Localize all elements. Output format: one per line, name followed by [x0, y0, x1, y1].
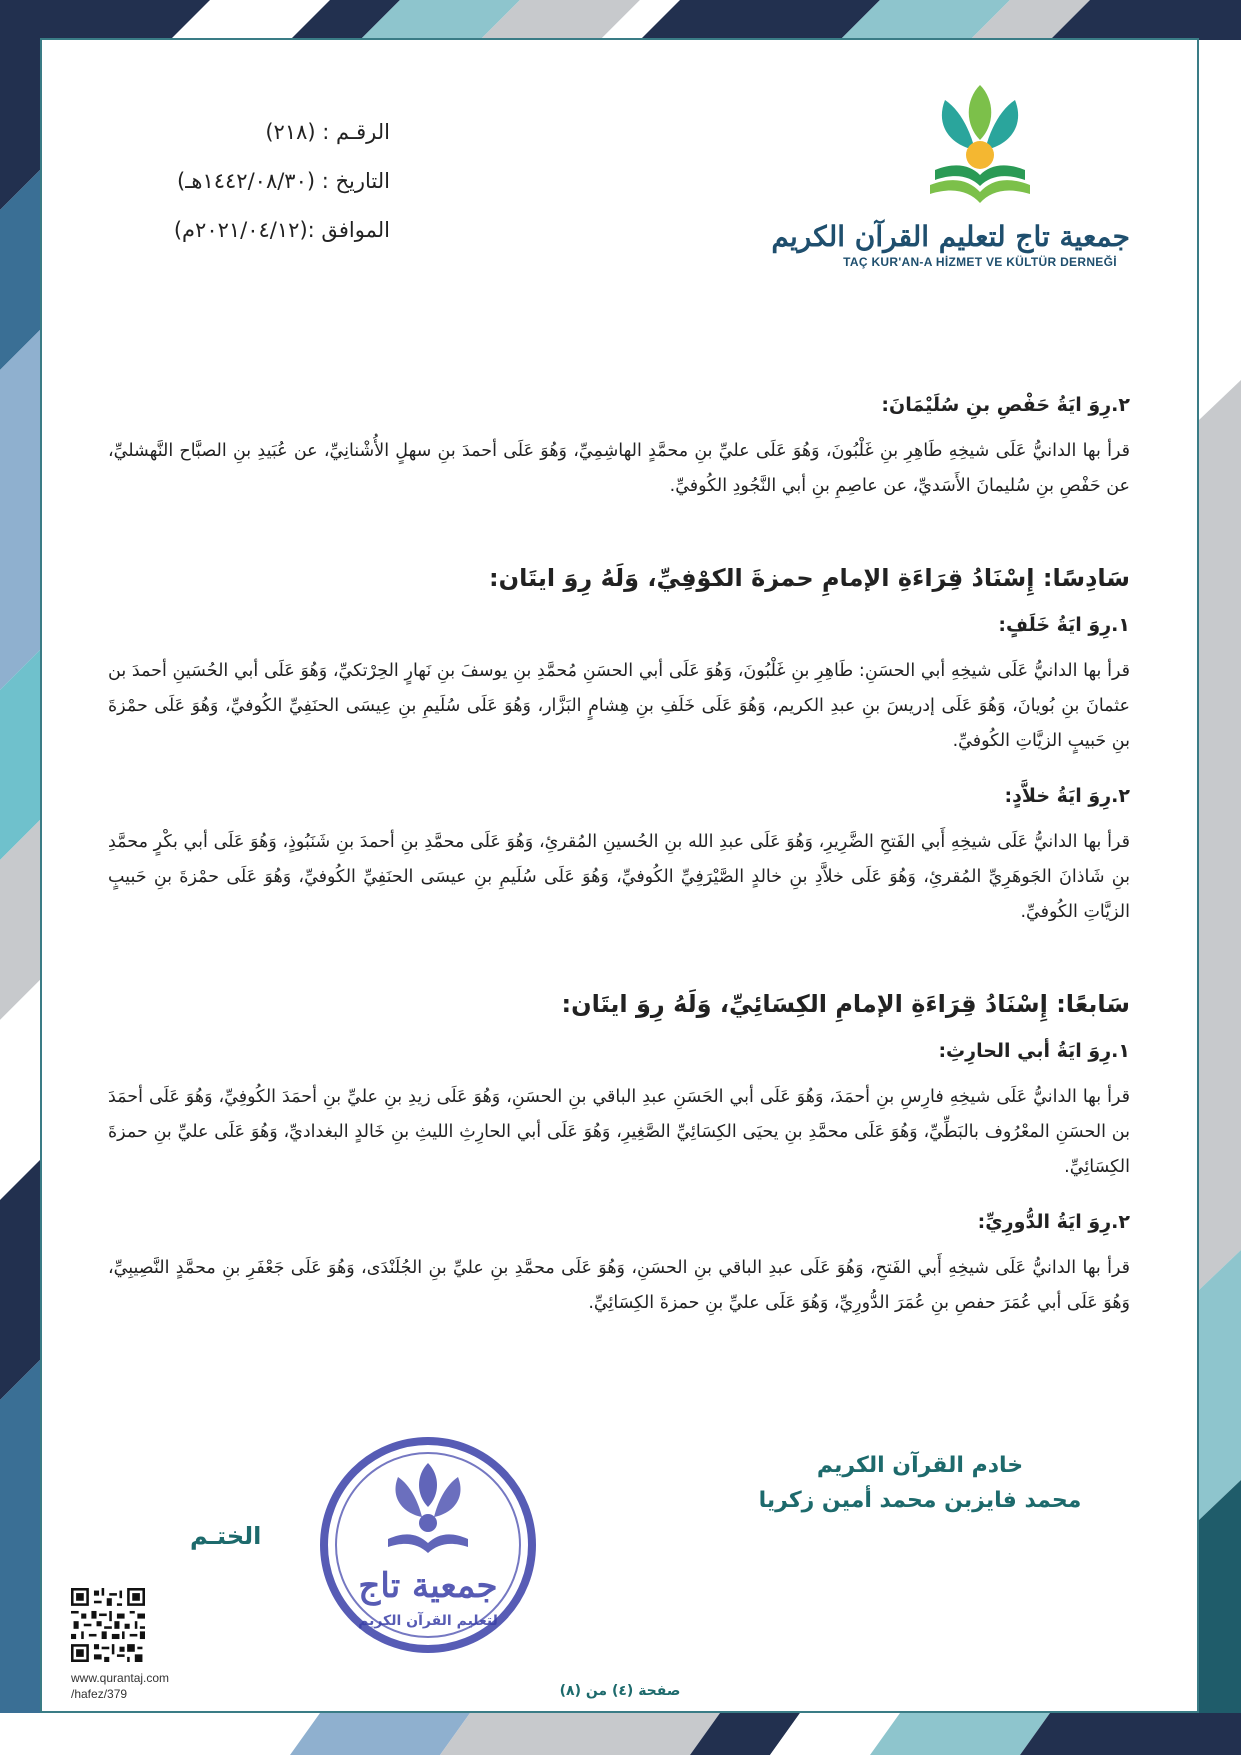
reference-number: الرقـم : (٢١٨): [265, 120, 390, 144]
organization-logo: [771, 70, 1130, 310]
subsection-title-duri: ٢.رِوَ ايَةُ الدُّورِيِّ:: [977, 1211, 1130, 1233]
website-url[interactable]: www.qurantaj.com: [71, 1671, 170, 1685]
reference-date-gregorian: الموافق :(٢٠٢١/٠٤/١٢م): [173, 218, 390, 242]
organization-stamp-icon: [318, 1435, 538, 1655]
subsection-title-abu-al-harith: ١.رِوَ ايَةُ أبي الحارِثِ:: [938, 1040, 1130, 1062]
subsection-title-hafs: ٢.رِوَ ايَةُ حَفْصِ بنِ سُلَيْمَانَ:: [881, 394, 1130, 416]
subsection-title-khalaf: ١.رِوَ ايَةُ خَلَفٍ:: [998, 614, 1130, 636]
signature-name: محمد فايزبن محمد أمين زكريا: [758, 1488, 1082, 1513]
page-number: صفحة (٤) من (٨): [559, 1683, 681, 1699]
subsection-text-duri: قرأ بها الدانيُّ عَلَى شيخِهِ أَبي الفَتحِ، وَهُوَ عَلَى عبدِ الباقي بنِ الحسَنِ، وَهُوَ عَلَى محمَّدِ بنِ عليِّ بنِ الجُلَنْدَى، وَهُوَ عَلَى جَعْفَرِ بنِ محمَّدٍ النَّصِيبِيِّ، وَهُوَ عَلَى أبي عُمَرَ حفصِ بنِ عُمَرَ الدُّورِيِّ، وَهُوَ عَلَى عليِّ بنِ حمزةَ الكِسَائِيِّ.: [108, 1258, 1130, 1313]
stamp-text-bottom: لتعليم القرآن الكريم: [358, 1613, 498, 1629]
subsection-text-khallad: قرأ بها الدانيُّ عَلَى شيخِهِ أَبي الفَتحِ الضَّرِيرِ، وَهُوَ عَلَى عبدِ الله بنِ الحُسينِ المُقرئِ، وَهُوَ عَلَى محمَّدِ بنِ أحمدَ بنِ شَنَبُوذٍ، وَهُوَ عَلَى أبي بكْرٍ محمَّدِ بنِ شَاذانَ الجَوهَرِيِّ المُقرئِ، وَهُوَ عَلَى خلاَّدِ بنِ خالدٍ الصَّيْرَفِيِّ الكُوفيِّ، وَهُوَ عَلَى سُلَيمِ بنِ عيسَى الحنَفِيِّ الكُوفيِّ، وَهُوَ عَلَى حمْزةَ بنِ حَبيبٍ الزيَّاتِ الكُوفيِّ.: [108, 832, 1130, 922]
section-heading-hamza: سَادِسًا: إِسْنَادُ قِرَاءَةِ الإمامِ حمزةَ الكوْفِيِّ، وَلَهُ رِوَ ايتَان:: [489, 564, 1130, 592]
logo-name-turkish: TAÇ KUR'AN-A HİZMET VE KÜLTÜR DERNEĞİ: [843, 255, 1117, 269]
document-body: [108, 390, 1130, 1343]
logo-name-arabic: جمعية تاج لتعليم القرآن الكريم: [771, 220, 1130, 253]
subsection-title-khallad: ٢.رِوَ ايَةُ خلاَّدٍ:: [1004, 785, 1130, 807]
stamp-label: الختـم: [190, 1522, 262, 1550]
subsection-text-abu-al-harith: قرأ بها الدانيُّ عَلَى شيخِهِ فارِسِ بنِ أحمَدَ، وَهُوَ عَلَى أبي الحَسَنِ عبدِ الباقي بنِ الحسَنِ، وَهُوَ عَلَى زيدِ بنِ عليِّ بنِ أحمَدَ الكُوفِيِّ، وَهُوَ عَلَى أحمَدَ بن الحسَنِ المعْرُوف بالبَطِّيِّ، وَهُوَ عَلَى محمَّدِ بنِ يحيَى الكِسَائِيِّ الصَّغِيرِ، وَهُوَ عَلَى أبي الحارِثِ الليثِ بنِ خَالدٍ البغداديِّ، وَهُوَ عَلَى عليِّ بنِ حمزةَ الكِسَائِيِّ.: [108, 1087, 1130, 1177]
website-path: /hafez/379: [71, 1687, 128, 1701]
stamp-text-top: جمعية تاج: [358, 1566, 498, 1606]
reference-block: [100, 108, 390, 255]
website-info: [71, 1670, 231, 1702]
signature-block: [740, 1448, 1100, 1518]
subsection-text-hafs: قرأ بها الدانيُّ عَلَى شيخِهِ طَاهِرِ بنِ غَلْبُونَ، وَهُوَ عَلَى عليِّ بنِ محمَّدٍ الهاشِمِيِّ، وَهُوَ عَلَى أحمدَ بنِ سهلٍ الأُشْنانِيِّ، عن عُبَيدِ بنِ الصبَّاح النَّهشليِّ، عن حَفْصِ بنِ سُليمانَ الأَسَديِّ، عن عاصِمِ بنِ أبي النَّجُودِ الكُوفيِّ.: [108, 441, 1130, 496]
reference-date-hijri: التاريخ : (١٤٤٢/٠٨/٣٠هـ): [177, 169, 390, 193]
section-heading-kisai: سَابعًا: إِسْنَادُ قِرَاءَةِ الإمامِ الكِسَائِيِّ، وَلَهُ رِوَ ايتَان:: [561, 990, 1130, 1018]
lotus-book-logo-icon: [905, 70, 1055, 220]
qr-code-icon: [71, 1588, 145, 1662]
signature-title: خادم القرآن الكريم: [816, 1453, 1024, 1478]
subsection-text-khalaf: قرأ بها الدانيُّ عَلَى شيخِهِ أبي الحسَنِ: طَاهِرِ بنِ غَلْبُونَ، وَهُوَ عَلَى أبي الحسَنِ مُحمَّدِ بنِ يوسفَ بنِ نَهارٍ الحِرْتكيِّ، وَهُوَ عَلَى أبي الحُسَينِ أحمدَ بن عثمانَ بنِ بُويانَ، وَهُوَ عَلَى إدريسَ بنِ عبدِ الكريم، وَهُوَ عَلَى خَلَفِ بنِ هِشامٍ البَزَّار، وَهُوَ عَلَى سُلَيمِ بنِ عِيسَى الحنَفِيِّ الكُوفيِّ، وَهُوَ عَلَى حمْزةَ بنِ حَبيبٍ الزيَّاتِ الكُوفيِّ.: [108, 661, 1130, 751]
